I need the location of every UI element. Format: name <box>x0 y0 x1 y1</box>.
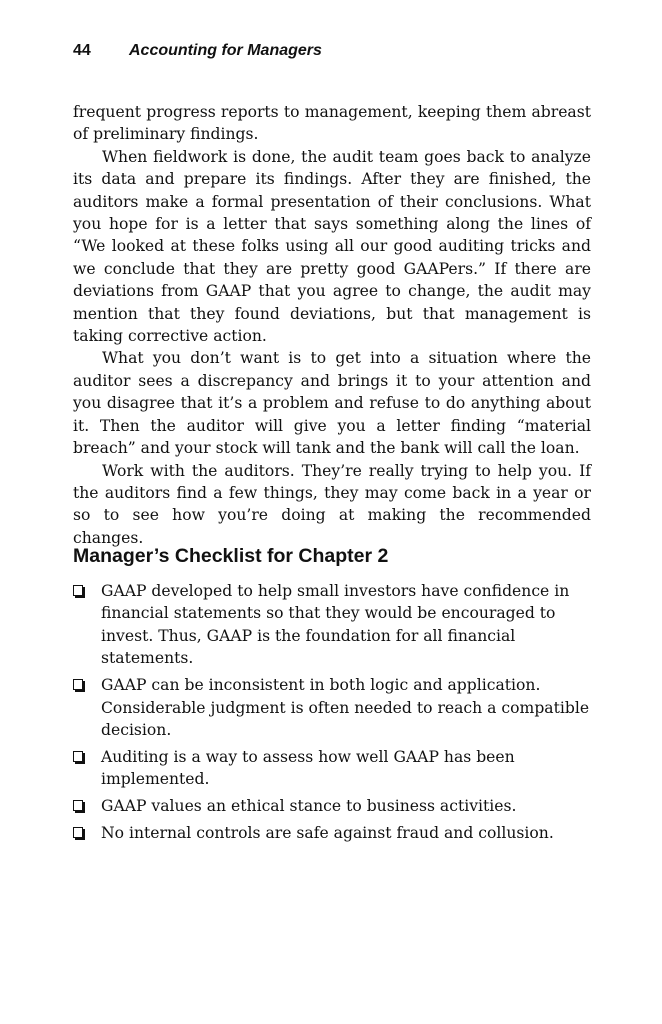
page-number: 44 <box>73 42 91 59</box>
checklist-item <box>73 746 591 791</box>
paragraph: What you don’t want is to get into a situation where the auditor sees a discrepancy and brings it to your attention and you disagree that it’s a problem and refuse to do anything about it. Then the auditor will give you a letter finding “material breach” and your stock will tank and the bank will call the loan. <box>73 349 591 458</box>
checklist-item-text: No internal controls are safe against fraud and collusion. <box>101 824 554 843</box>
checklist-item <box>73 674 591 741</box>
checkbox-icon <box>73 751 83 762</box>
body-text <box>73 101 591 549</box>
checkbox-icon <box>73 679 83 690</box>
book-title: Accounting for Managers <box>129 42 322 59</box>
paragraph: When fieldwork is done, the audit team goes back to analyze its data and prepare its findings. After they are finished, the auditors make a formal presentation of their conclusions. What you hope for is a letter that says something along the lines of “We looked at these folks using all our good auditing tricks and we conclude that they are pretty good GAAPers.” If there are deviations from GAAP that you agree to change, the audit may mention that they found deviations, but that management is taking corrective action. <box>73 147 591 346</box>
managers-checklist <box>73 580 591 849</box>
paragraph: Work with the auditors. They’re really trying to help you. If the auditors find a few things, they may come back in a year or so to see how you’re doing at making the recommended changes. <box>73 461 591 547</box>
checkbox-icon <box>73 585 83 596</box>
paragraph: frequent progress reports to management, keeping them abreast of preliminary findings. <box>73 103 591 144</box>
checklist-item-text: GAAP values an ethical stance to business activities. <box>101 797 517 816</box>
running-head <box>73 42 322 60</box>
checklist-item <box>73 795 591 817</box>
checklist-heading: Manager’s Checklist for Chapter 2 <box>73 545 389 567</box>
checklist-item <box>73 822 591 844</box>
checkbox-icon <box>73 827 83 838</box>
checklist-item-text: GAAP can be inconsistent in both logic and application. Considerable judgment is often needed to reach a compatible decision. <box>101 676 590 739</box>
checklist-item-text: GAAP developed to help small investors have confidence in financial statements so that they would be encouraged to invest. Thus, GAAP is the foundation for all financial statements. <box>101 582 570 668</box>
checkbox-icon <box>73 800 83 811</box>
checklist-item <box>73 580 591 670</box>
checklist-item-text: Auditing is a way to assess how well GAAP has been implemented. <box>101 747 515 789</box>
